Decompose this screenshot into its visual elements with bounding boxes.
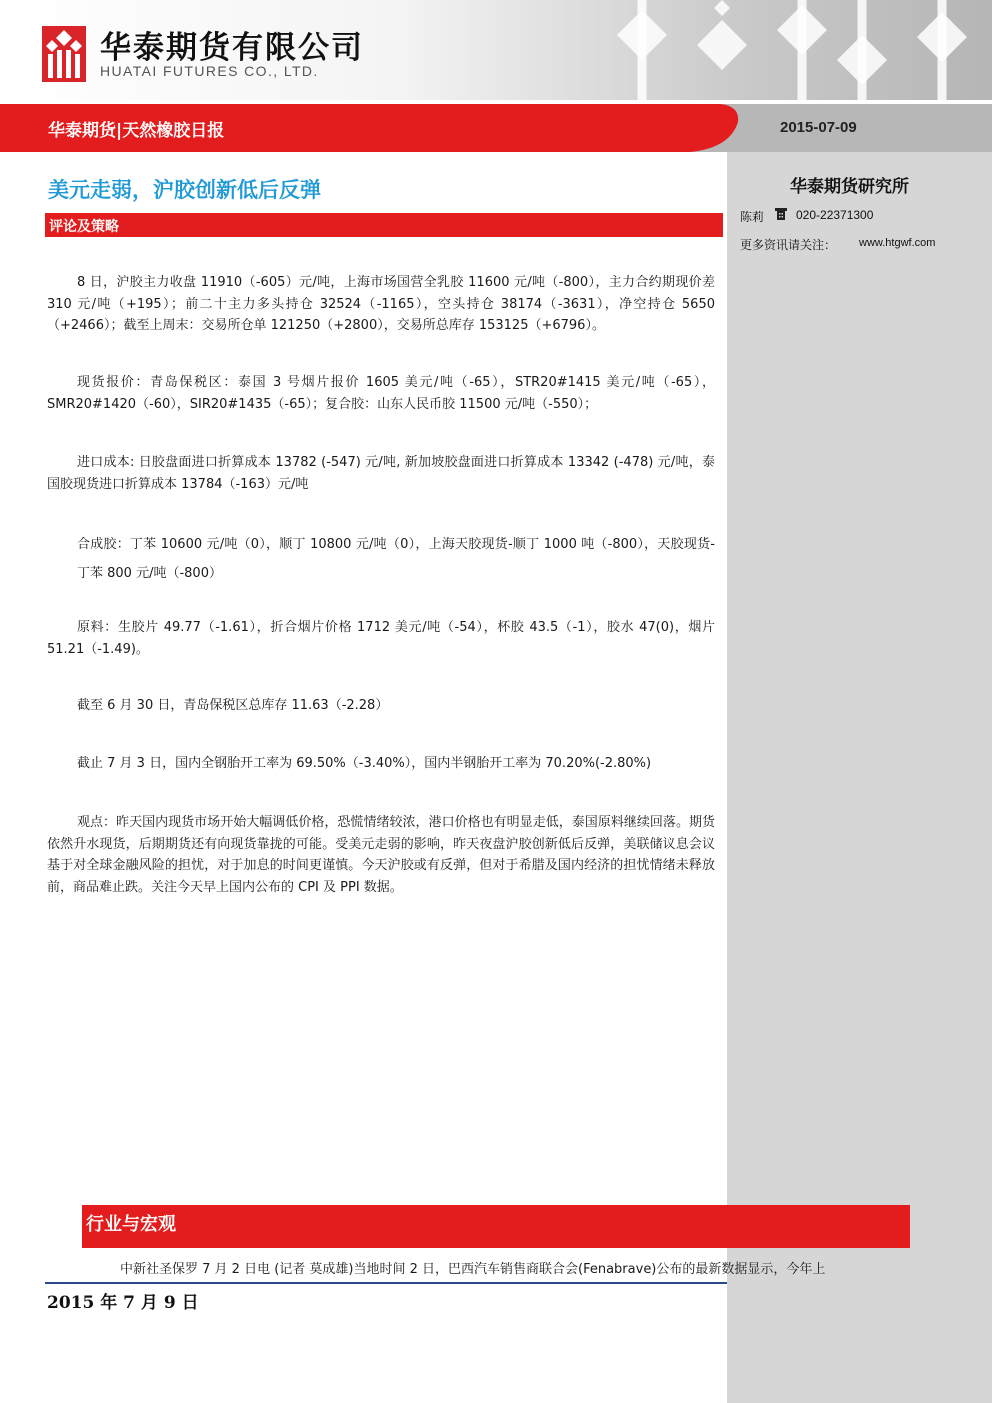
industry-section-label: 行业与宏观 (86, 1214, 176, 1235)
paragraph-raw-materials: 原料：生胶片 49.77（-1.61），折合烟片价格 1712 美元/吨（-54），杯胶 43.5（-1），胶水 47(0)，烟片 51.21（-1.49)。 (47, 620, 715, 657)
industry-news-text: 中新社圣保罗 7 月 2 日电 (记者 莫成雄)当地时间 2 日，巴西汽车销售商联合会(Fenabrave)公布的最新数据显示，今年上 (120, 1262, 826, 1277)
section-bar-industry-macro (82, 1205, 910, 1248)
page-header (0, 0, 992, 100)
paragraph-synthetic-rubber: 合成胶：丁苯 10600 元/吨（0），顺丁 10800 元/吨（0），上海天胶现货-顺丁 1000 吨（-800），天胶现货-丁苯 800 元/吨（-800） (77, 537, 715, 581)
website-link[interactable]: www.htgwf.com (859, 237, 936, 249)
phone-icon (774, 207, 788, 221)
paragraph-tire-operating-rate: 截止 7 月 3 日，国内全钢胎开工率为 69.50%（-3.40%），国内半钢胎开工率为 70.20%(-2.80%) (77, 756, 652, 771)
contact-phone: 020-22371300 (796, 208, 874, 222)
report-title-band (0, 104, 992, 152)
section-bar-commentary (45, 213, 723, 237)
report-date: 2015-07-09 (780, 119, 857, 136)
research-institute-title: 华泰期货研究所 (790, 177, 909, 197)
more-info-label: 更多资讯请关注： (740, 238, 837, 252)
paragraph-spot-quotes: 现货报价：青岛保税区：泰国 3 号烟片报价 1605 美元/吨（-65），STR20#1415 美元/吨（-65），SMR20#1420（-60），SIR20#1435（-65）；复合胶：山东人民币胶 11500 元/吨（-550）； (47, 375, 715, 412)
paragraph-viewpoint: 观点：昨天国内现货市场开始大幅调低价格，恐慌情绪较浓，港口价格也有明显走低，泰国原料继续回落。期货依然升水现货，后期期货还有向现货靠拢的可能。受美元走弱的影响，昨天夜盘沪胶创新低后反弹，美联储议息会议基于对全球金融风险的担忧，对于加息的时间更谨慎。今天沪胶或有反弹，但对于希腊及国内经济的担忧情绪未释放前，商品难止跌。关注今天早上国内公布的 CPI 及 PPI 数据。 (47, 815, 715, 895)
headline: 美元走弱，沪胶创新低后反弹 (48, 178, 321, 202)
footer-divider (45, 1282, 727, 1284)
huatai-logo-icon (42, 26, 86, 82)
paragraph-import-cost: 进口成本: 日胶盘面进口折算成本 13782 (-547) 元/吨, 新加坡胶盘面进口折算成本 13342 (-478) 元/吨，泰国胶现货进口折算成本 13784（-163）元/吨 (47, 455, 715, 492)
report-name: 华泰期货|天然橡胶日报 (48, 121, 225, 141)
company-name-cn: 华泰期货有限公司 (100, 30, 364, 66)
section-label: 评论及策略 (49, 219, 119, 235)
paragraph-inventory: 截至 6 月 30 日，青岛保税区总库存 11.63（-2.28） (77, 698, 389, 713)
contact-name: 陈莉 (740, 210, 765, 224)
paragraph-market-summary: 8 日，沪胶主力收盘 11910（-605）元/吨，上海市场国营全乳胶 11600 元/吨（-800），主力合约期现价差 310 元/吨（+195）；前二十主力多头持仓 32524（-1165），空头持仓 38174（-3631），净空持仓 5650（+2466）；截至上周末：交易所仓单 121250（+2800），交易所总库存 153125（+6796）。 (47, 275, 715, 333)
header-decoration (612, 0, 992, 100)
footer-date: 2015 年 7 月 9 日 (47, 1293, 199, 1313)
company-name-en: HUATAI FUTURES CO., LTD. (100, 63, 319, 79)
